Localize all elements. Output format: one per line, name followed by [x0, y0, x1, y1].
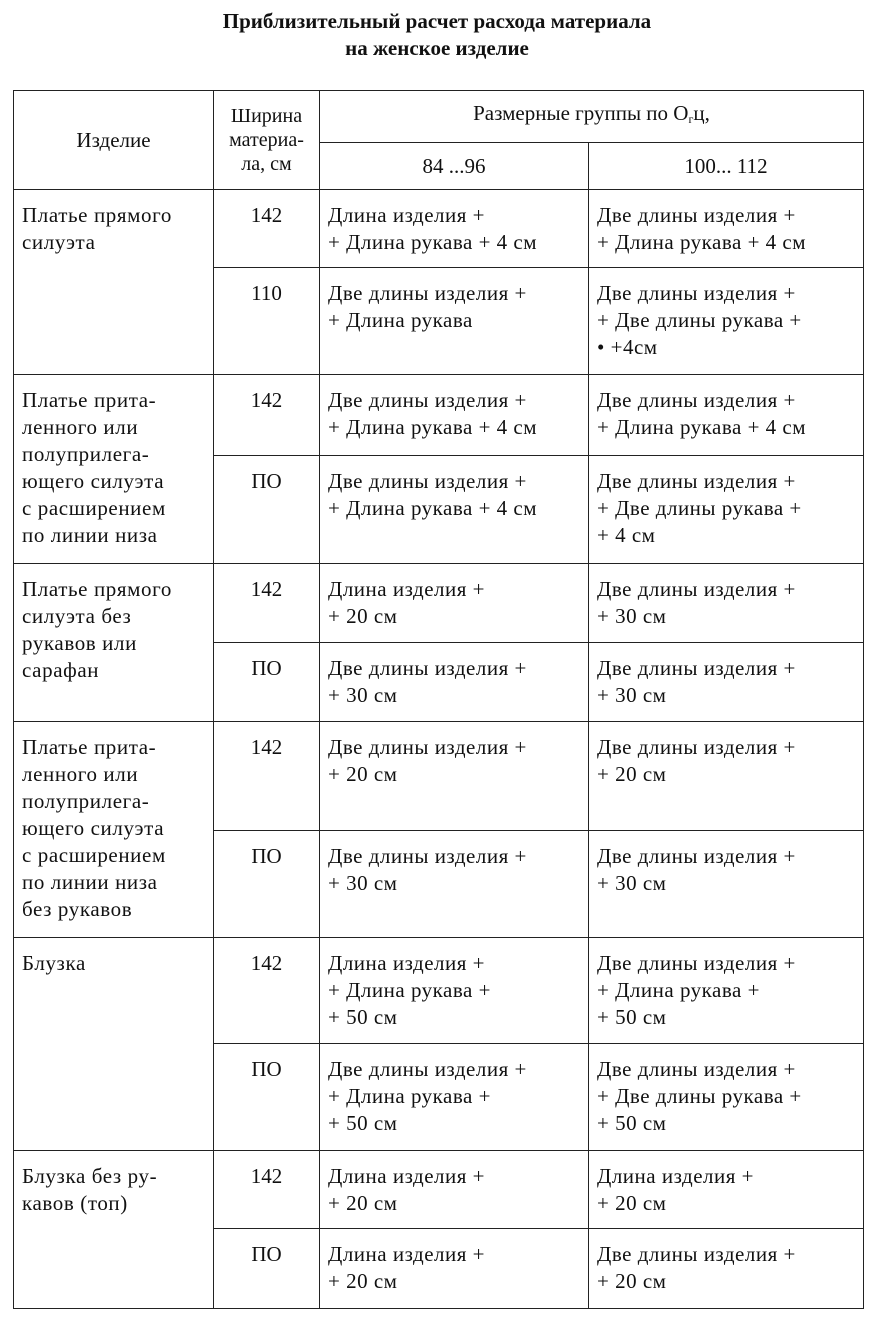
- formula-group-2: Длина изделия + + 20 см: [589, 1151, 864, 1229]
- formula-group-2: Две длины изделия + + Длина рукава + + 50 см: [589, 938, 864, 1044]
- formula-group-1: Две длины изделия + + Длина рукава: [320, 268, 589, 375]
- formula-group-2: Две длины изделия + + 30 см: [589, 831, 864, 938]
- formula-group-2: Две длины изделия + + Две длины рукава + + 4 см: [589, 456, 864, 564]
- material-consumption-table: [13, 90, 864, 1309]
- material-width: 142: [214, 938, 320, 1044]
- header-width: Ширина материа- ла, см: [214, 91, 320, 190]
- header-size-groups-sub: г: [688, 112, 694, 126]
- formula-group-1: Длина изделия + + 20 см: [320, 564, 589, 643]
- formula-group-1: Две длины изделия + + 20 см: [320, 722, 589, 831]
- formula-group-1: Длина изделия + + 20 см: [320, 1151, 589, 1229]
- product-name: Блузка: [14, 938, 214, 1151]
- title-line-1: Приблизительный расчет расхода материала: [222, 9, 652, 33]
- product-name: Блузка без ру- кавов (топ): [14, 1151, 214, 1309]
- formula-group-1: Две длины изделия + + Длина рукава + + 50 см: [320, 1044, 589, 1151]
- title-line-2: на женское изделие: [345, 36, 529, 60]
- formula-group-2: Две длины изделия + + Две длины рукава + • +4см: [589, 268, 864, 375]
- product-name: Платье прямого силуэта без рукавов или сарафан: [14, 564, 214, 722]
- material-width: 110: [214, 268, 320, 375]
- formula-group-1: Длина изделия + + Длина рукава + 4 см: [320, 190, 589, 268]
- formula-group-1: Две длины изделия + + 30 см: [320, 831, 589, 938]
- header-size-groups-prefix: Размерные группы по О: [473, 101, 689, 125]
- product-name: Платье прямого силуэта: [14, 190, 214, 375]
- formula-group-2: Две длины изделия + + Длина рукава + 4 см: [589, 375, 864, 456]
- product-name: Платье прита- ленного или полуприлега- ющего силуэта с расширением по линии низа без рукавов: [14, 722, 214, 938]
- material-width: 142: [214, 375, 320, 456]
- table-row: [14, 722, 864, 831]
- header-size-groups-suffix: ц,: [693, 101, 710, 125]
- header-group-1: 84 ...96: [320, 143, 589, 190]
- material-width: ПО: [214, 1229, 320, 1309]
- formula-group-2: Две длины изделия + + 30 см: [589, 564, 864, 643]
- material-width: 142: [214, 190, 320, 268]
- page-title: [0, 8, 874, 62]
- formula-group-1: Длина изделия + + 20 см: [320, 1229, 589, 1309]
- table-row: [14, 190, 864, 268]
- material-width: ПО: [214, 643, 320, 722]
- material-width: 142: [214, 1151, 320, 1229]
- material-width: ПО: [214, 1044, 320, 1151]
- formula-group-2: Две длины изделия + + Две длины рукава + + 50 см: [589, 1044, 864, 1151]
- formula-group-1: Две длины изделия + + Длина рукава + 4 см: [320, 456, 589, 564]
- material-width: ПО: [214, 456, 320, 564]
- material-width: 142: [214, 564, 320, 643]
- formula-group-2: Две длины изделия + + 20 см: [589, 1229, 864, 1309]
- table-row: [14, 375, 864, 456]
- formula-group-2: Две длины изделия + + 20 см: [589, 722, 864, 831]
- material-width: ПО: [214, 831, 320, 938]
- material-width: 142: [214, 722, 320, 831]
- table-row: [14, 564, 864, 643]
- header-group-2: 100... 112: [589, 143, 864, 190]
- formula-group-2: Две длины изделия + + Длина рукава + 4 см: [589, 190, 864, 268]
- formula-group-1: Длина изделия + + Длина рукава + + 50 см: [320, 938, 589, 1044]
- header-size-groups: [320, 91, 864, 143]
- table-row: [14, 1151, 864, 1229]
- formula-group-2: Две длины изделия + + 30 см: [589, 643, 864, 722]
- formula-group-1: Две длины изделия + + Длина рукава + 4 см: [320, 375, 589, 456]
- product-name: Платье прита- ленного или полуприлега- ющего силуэта с расширением по линии низа: [14, 375, 214, 564]
- table-row: [14, 938, 864, 1044]
- formula-group-1: Две длины изделия + + 30 см: [320, 643, 589, 722]
- header-product: Изделие: [14, 91, 214, 190]
